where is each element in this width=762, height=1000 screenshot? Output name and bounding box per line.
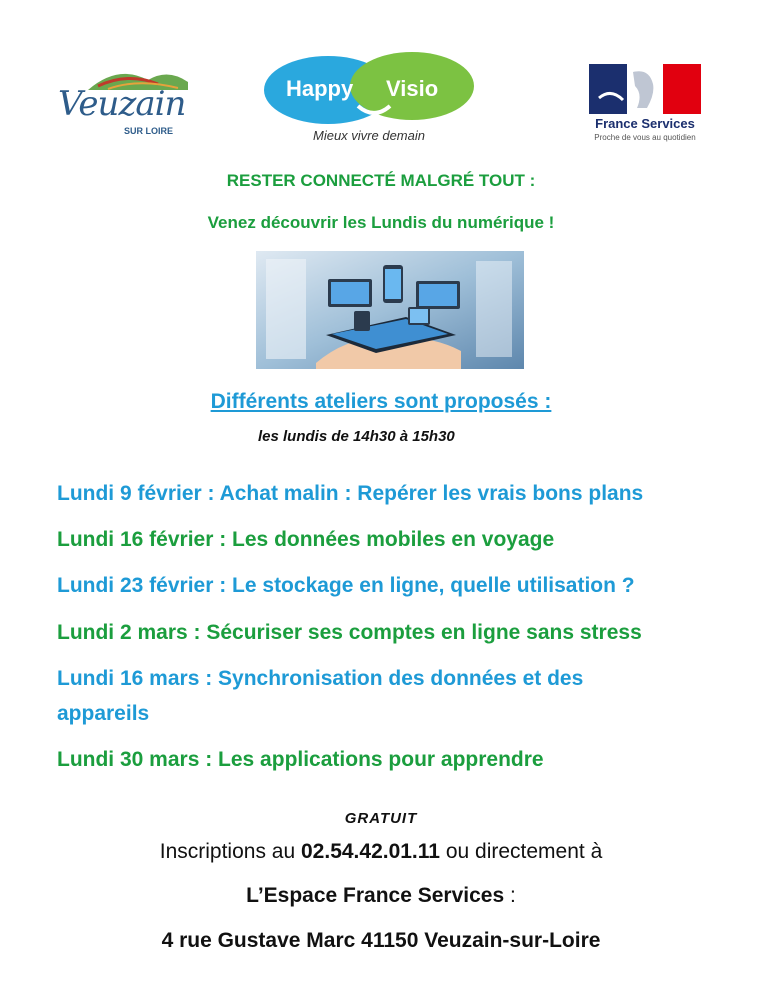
free-label: GRATUIT — [344, 810, 418, 827]
session-item: Lundi 23 février : Le stockage en ligne, quelle utilisation ? — [57, 574, 635, 597]
digital-devices-illustration — [256, 251, 524, 369]
session-item: Lundi 9 février : Achat malin : Repérer les vrais bons plans — [57, 482, 644, 505]
france-services-tagline: Proche de vous au quotidien — [594, 133, 696, 142]
session-item: Lundi 16 février : Les données mobiles en voyage — [57, 528, 555, 551]
france-services-name: France Services — [595, 116, 695, 131]
page-title: RESTER CONNECTÉ MALGRÉ TOUT : — [226, 171, 536, 190]
ateliers-heading: Différents ateliers sont proposés : — [210, 390, 552, 413]
inscription-suffix: ou directement à — [439, 840, 603, 863]
espace-suffix: : — [504, 884, 516, 907]
happyvisio-tagline: Mieux vivre demain — [313, 128, 425, 143]
inscription-line — [0, 840, 762, 864]
schedule-text: les lundis de 14h30 à 15h30 — [258, 428, 455, 445]
france-services-logo — [589, 64, 701, 144]
happyvisio-word-happy: Happy — [286, 76, 354, 101]
espace-name: L’Espace France Services — [246, 884, 505, 907]
veuzain-word: Veuzain — [58, 84, 186, 124]
veuzain-logo — [58, 62, 186, 142]
session-item: Lundi 2 mars : Sécuriser ses comptes en ligne sans stress — [57, 621, 642, 644]
veuzain-sub: SUR LOIRE — [124, 126, 174, 136]
session-item: Lundi 16 mars : Synchronisation des données et des appareils — [57, 667, 584, 725]
inscription-prefix: Inscriptions au — [159, 840, 301, 863]
happyvisio-word-visio: Visio — [386, 76, 439, 101]
page-subtitle: Venez découvrir les Lundis du numérique ! — [207, 213, 555, 232]
marianne-flag-icon — [589, 64, 701, 114]
espace-line — [0, 884, 762, 908]
address: 4 rue Gustave Marc 41150 Veuzain-sur-Loire — [161, 929, 601, 952]
happyvisio-logo — [262, 50, 476, 144]
phone-number: 02.54.42.01.11 — [301, 840, 440, 863]
session-item: Lundi 30 mars : Les applications pour apprendre — [57, 748, 544, 771]
devices-in-hand-icon — [256, 251, 524, 369]
